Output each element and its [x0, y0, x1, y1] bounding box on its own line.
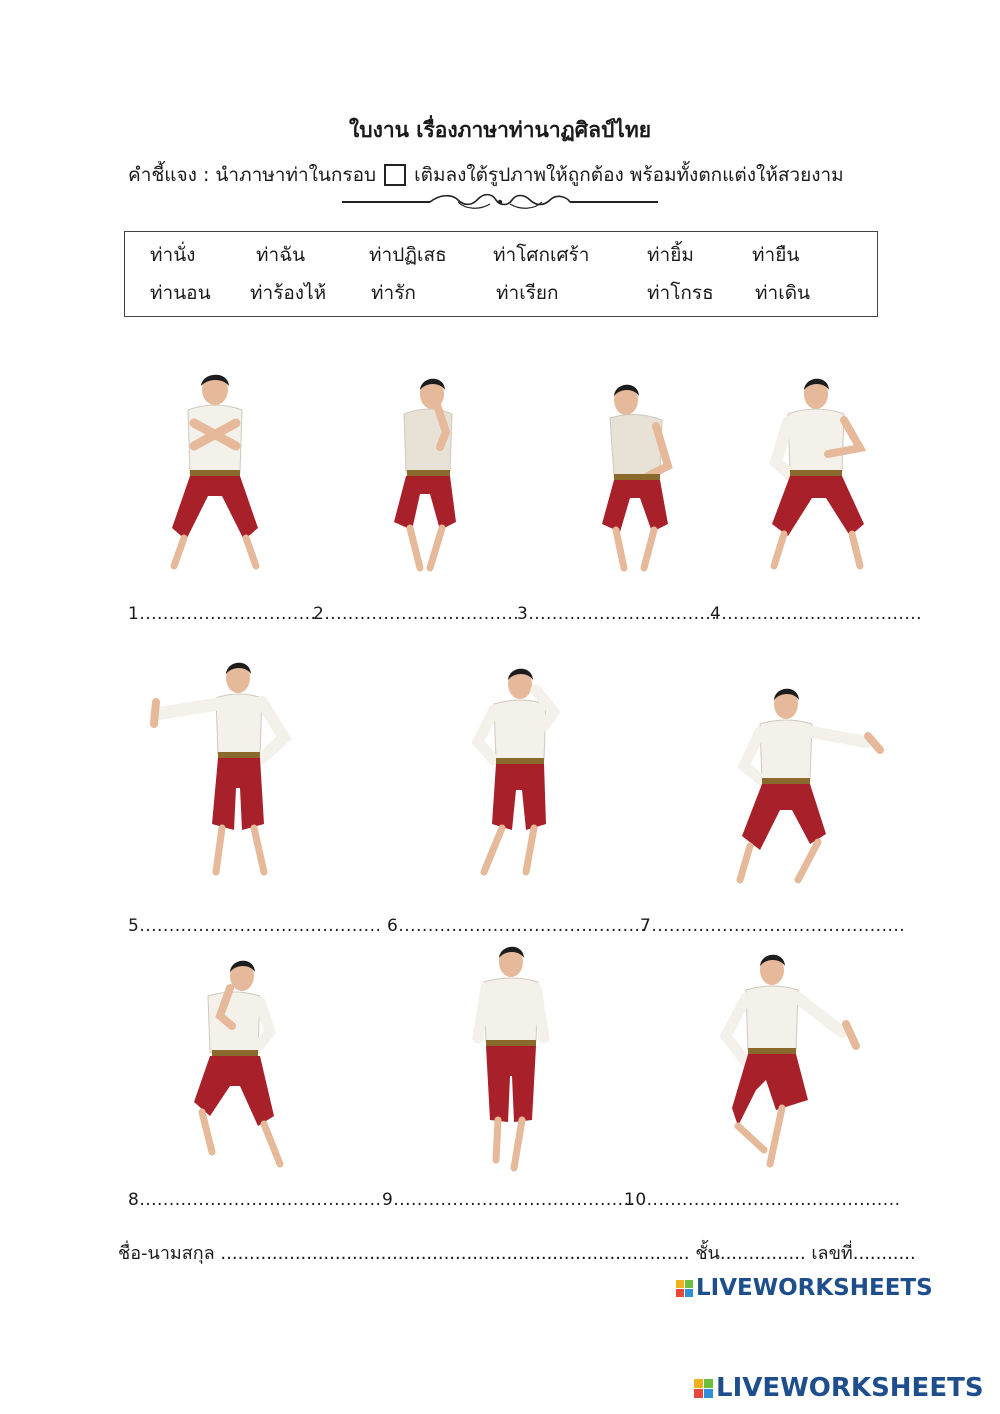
dancer-pose-4: [766, 372, 870, 576]
answer-blank-6[interactable]: 6..........................................: [387, 916, 647, 936]
dancer-pose-8: [190, 956, 294, 1170]
word-bank-item: ท่าเรียก: [496, 282, 559, 304]
word-bank-item: ท่าโศกเศร้า: [493, 244, 590, 266]
answer-blank-7[interactable]: 7...........................................: [640, 916, 906, 936]
word-bank-item: ท่าโกรธ: [647, 282, 714, 304]
instruction-suffix: เติมลงใต้รูปภาพให้ถูกต้อง พร้อมทั้งตกแต่งให้สวยงาม: [414, 164, 844, 186]
word-bank-item: ท่าเดิน: [755, 282, 811, 304]
answer-blank-4[interactable]: 4..................................: [710, 604, 923, 624]
ornament-divider: [340, 190, 660, 212]
liveworksheets-logo-text: LIVEWORKSHEETS: [696, 1275, 933, 1301]
liveworksheets-logo-text: LIVEWORKSHEETS: [716, 1373, 984, 1403]
instruction-line: [128, 160, 844, 190]
dancer-pose-3: [596, 376, 676, 576]
word-bank-box: [124, 231, 878, 317]
word-bank-item: ท่าปฏิเสธ: [369, 244, 447, 266]
answer-blank-8[interactable]: 8.........................................: [128, 1190, 382, 1210]
answer-blank-10[interactable]: 10...........................................: [624, 1190, 901, 1210]
word-bank-item: ท่านั่ง: [150, 244, 196, 266]
dancer-pose-2: [380, 372, 470, 578]
instruction-prefix: คำชี้แจง : นำภาษาท่าในกรอบ: [128, 164, 377, 186]
dancer-pose-6: [466, 664, 562, 882]
answer-blank-5[interactable]: 5.........................................: [128, 916, 382, 936]
word-bank-item: ท่าร้องไห้: [250, 282, 327, 304]
dancer-pose-10: [716, 950, 866, 1172]
dancer-pose-1: [160, 368, 270, 578]
answer-blank-3[interactable]: 3................................: [517, 604, 718, 624]
answer-blank-1[interactable]: 1..............................: [128, 604, 317, 624]
square-box-icon: [384, 164, 406, 186]
answer-blank-2[interactable]: 2.................................: [313, 604, 520, 624]
dancer-pose-5: [146, 658, 296, 884]
answer-blank-9[interactable]: 9.........................................: [382, 1190, 636, 1210]
liveworksheets-logo-icon: [694, 1379, 713, 1398]
word-bank-item: ท่านอน: [150, 282, 211, 304]
student-info-line[interactable]: ชื่อ-นามสกุล .................................................................................. ชั้น............... เลขที่...........: [118, 1243, 916, 1264]
word-bank-item: ท่าฉัน: [256, 244, 306, 266]
word-bank-item: ท่ายืน: [752, 244, 800, 266]
worksheet-title: ใบงาน เรื่องภาษาท่านาฏศิลป์ไทย: [348, 118, 651, 142]
liveworksheets-logo: [676, 1275, 933, 1301]
word-bank-item: ท่ารัก: [371, 282, 416, 304]
liveworksheets-logo-bottom: [694, 1373, 984, 1403]
dancer-pose-7: [736, 684, 884, 884]
liveworksheets-logo-icon: [676, 1280, 693, 1297]
word-bank-item: ท่ายิ้ม: [647, 244, 694, 266]
dancer-pose-9: [466, 942, 556, 1174]
